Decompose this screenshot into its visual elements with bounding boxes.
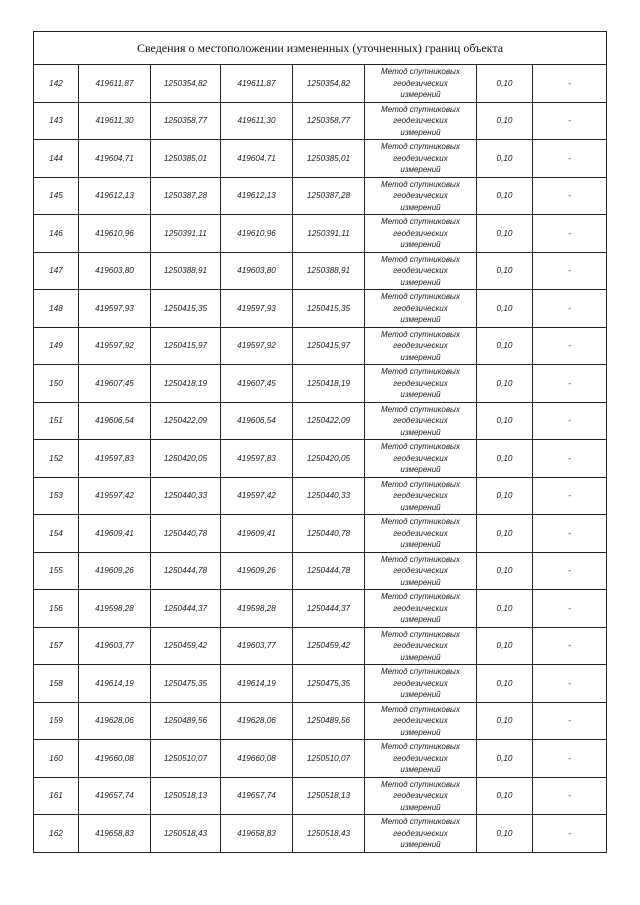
- new-x-cell: 419604,71: [221, 140, 293, 178]
- table-title: Сведения о местоположении измененных (уточненных) границ объекта: [34, 32, 607, 65]
- new-x-cell: 419614,19: [221, 665, 293, 703]
- method-line: измерений: [400, 540, 441, 549]
- method-line: геодезических: [393, 791, 448, 800]
- new-x-cell: 419660,08: [221, 740, 293, 778]
- new-y-cell: 1250422,09: [293, 402, 365, 440]
- note-cell: -: [533, 140, 607, 178]
- table-row: [34, 252, 607, 290]
- existing-x-cell: 419598,28: [79, 590, 151, 628]
- new-y-cell: 1250489,56: [293, 702, 365, 740]
- accuracy-cell: 0,10: [477, 65, 533, 103]
- point-number-cell: 161: [34, 777, 79, 815]
- method-line: измерений: [400, 277, 441, 287]
- new-y-cell: 1250420,05: [293, 440, 365, 478]
- point-number-cell: 145: [34, 177, 79, 215]
- method-line: измерений: [400, 765, 441, 774]
- existing-y-cell: 1250415,35: [151, 290, 221, 328]
- table-row: [34, 140, 607, 178]
- point-number-cell: 151: [34, 402, 79, 440]
- method-line: Метод спутниковых: [381, 179, 460, 189]
- note-cell: -: [533, 290, 607, 328]
- method-line: измерений: [400, 240, 441, 249]
- table-body: [34, 65, 607, 853]
- existing-x-cell: 419609,26: [79, 552, 151, 590]
- existing-y-cell: 1250420,05: [151, 440, 221, 478]
- new-x-cell: 419607,45: [221, 365, 293, 403]
- note-cell: -: [533, 665, 607, 703]
- new-y-cell: 1250387,28: [293, 177, 365, 215]
- method-cell: [365, 102, 477, 140]
- note-cell: -: [533, 402, 607, 440]
- note-cell: -: [533, 65, 607, 103]
- existing-y-cell: 1250422,09: [151, 402, 221, 440]
- method-cell: [365, 627, 477, 665]
- accuracy-cell: 0,10: [477, 215, 533, 253]
- method-line: геодезических: [393, 678, 448, 688]
- table-row: [34, 665, 607, 703]
- accuracy-cell: 0,10: [477, 552, 533, 590]
- note-cell: -: [533, 102, 607, 140]
- method-cell: [365, 477, 477, 515]
- method-line: геодезических: [393, 191, 448, 200]
- new-y-cell: 1250415,35: [293, 290, 365, 328]
- point-number-cell: 146: [34, 215, 79, 253]
- method-line: Метод спутниковых: [381, 329, 460, 339]
- new-y-cell: 1250444,37: [293, 590, 365, 628]
- new-y-cell: 1250391,11: [293, 215, 365, 253]
- new-x-cell: 419603,77: [221, 627, 293, 665]
- method-line: Метод спутниковых: [381, 704, 460, 714]
- note-cell: -: [533, 552, 607, 590]
- method-line: измерений: [400, 502, 441, 512]
- accuracy-cell: 0,10: [477, 515, 533, 553]
- new-x-cell: 419612,13: [221, 177, 293, 215]
- existing-x-cell: 419604,71: [79, 140, 151, 178]
- method-line: измерений: [400, 90, 441, 99]
- table-row: [34, 327, 607, 365]
- existing-x-cell: 419628,06: [79, 702, 151, 740]
- existing-y-cell: 1250475,35: [151, 665, 221, 703]
- table-row: [34, 402, 607, 440]
- existing-y-cell: 1250518,43: [151, 815, 221, 853]
- new-y-cell: 1250418,19: [293, 365, 365, 403]
- method-cell: [365, 177, 477, 215]
- existing-y-cell: 1250440,33: [151, 477, 221, 515]
- accuracy-cell: 0,10: [477, 740, 533, 778]
- method-line: измерений: [400, 577, 441, 587]
- method-line: измерений: [400, 315, 441, 324]
- method-cell: [365, 402, 477, 440]
- point-number-cell: 155: [34, 552, 79, 590]
- method-cell: [365, 290, 477, 328]
- new-x-cell: 419658,83: [221, 815, 293, 853]
- new-x-cell: 419628,06: [221, 702, 293, 740]
- existing-y-cell: 1250354,82: [151, 65, 221, 103]
- new-x-cell: 419598,28: [221, 590, 293, 628]
- existing-x-cell: 419611,87: [79, 65, 151, 103]
- accuracy-cell: 0,10: [477, 140, 533, 178]
- new-x-cell: 419597,92: [221, 327, 293, 365]
- existing-y-cell: 1250440,78: [151, 515, 221, 553]
- accuracy-cell: 0,10: [477, 815, 533, 853]
- method-line: Метод спутниковых: [381, 817, 460, 826]
- method-line: геодезических: [393, 78, 448, 88]
- method-line: геодезических: [393, 116, 448, 125]
- table-row: [34, 777, 607, 815]
- new-x-cell: 419610,96: [221, 215, 293, 253]
- method-cell: [365, 515, 477, 553]
- table-row: [34, 102, 607, 140]
- method-line: Метод спутниковых: [381, 104, 460, 114]
- method-line: Метод спутниковых: [381, 742, 460, 751]
- existing-y-cell: 1250444,78: [151, 552, 221, 590]
- point-number-cell: 160: [34, 740, 79, 778]
- existing-y-cell: 1250388,91: [151, 252, 221, 290]
- method-line: измерений: [400, 165, 441, 174]
- table-row: [34, 702, 607, 740]
- point-number-cell: 159: [34, 702, 79, 740]
- existing-y-cell: 1250510,07: [151, 740, 221, 778]
- accuracy-cell: 0,10: [477, 627, 533, 665]
- method-line: Метод спутниковых: [381, 404, 460, 414]
- method-line: Метод спутниковых: [381, 629, 460, 639]
- method-line: Метод спутниковых: [381, 67, 460, 76]
- note-cell: -: [533, 515, 607, 553]
- existing-x-cell: 419657,74: [79, 777, 151, 815]
- note-cell: -: [533, 215, 607, 253]
- method-cell: [365, 252, 477, 290]
- existing-x-cell: 419603,77: [79, 627, 151, 665]
- note-cell: -: [533, 702, 607, 740]
- new-x-cell: 419609,41: [221, 515, 293, 553]
- method-cell: [365, 65, 477, 103]
- boundary-table-sheet: [33, 31, 606, 853]
- existing-y-cell: 1250418,19: [151, 365, 221, 403]
- method-line: геодезических: [393, 303, 448, 313]
- point-number-cell: 154: [34, 515, 79, 553]
- method-line: измерений: [400, 202, 441, 212]
- point-number-cell: 153: [34, 477, 79, 515]
- method-line: Метод спутниковых: [381, 479, 460, 489]
- table-row: [34, 477, 607, 515]
- new-y-cell: 1250444,78: [293, 552, 365, 590]
- point-number-cell: 156: [34, 590, 79, 628]
- accuracy-cell: 0,10: [477, 365, 533, 403]
- existing-y-cell: 1250459,42: [151, 627, 221, 665]
- point-number-cell: 144: [34, 140, 79, 178]
- method-cell: [365, 665, 477, 703]
- method-line: Метод спутниковых: [381, 442, 460, 451]
- point-number-cell: 157: [34, 627, 79, 665]
- method-line: Метод спутниковых: [381, 367, 460, 376]
- method-line: измерений: [400, 615, 441, 624]
- new-y-cell: 1250440,78: [293, 515, 365, 553]
- accuracy-cell: 0,10: [477, 402, 533, 440]
- new-x-cell: 419597,83: [221, 440, 293, 478]
- method-line: измерений: [400, 840, 441, 849]
- method-line: геодезических: [393, 603, 448, 613]
- existing-y-cell: 1250444,37: [151, 590, 221, 628]
- method-line: геодезических: [393, 566, 448, 575]
- method-line: измерений: [400, 427, 441, 437]
- new-y-cell: 1250358,77: [293, 102, 365, 140]
- note-cell: -: [533, 365, 607, 403]
- existing-y-cell: 1250391,11: [151, 215, 221, 253]
- method-line: геодезических: [393, 528, 448, 538]
- method-line: геодезических: [393, 378, 448, 388]
- new-y-cell: 1250510,07: [293, 740, 365, 778]
- point-number-cell: 150: [34, 365, 79, 403]
- new-y-cell: 1250518,43: [293, 815, 365, 853]
- note-cell: -: [533, 777, 607, 815]
- point-number-cell: 143: [34, 102, 79, 140]
- new-x-cell: 419603,80: [221, 252, 293, 290]
- new-y-cell: 1250518,13: [293, 777, 365, 815]
- table-row: [34, 515, 607, 553]
- accuracy-cell: 0,10: [477, 477, 533, 515]
- method-cell: [365, 327, 477, 365]
- method-cell: [365, 590, 477, 628]
- existing-x-cell: 419614,19: [79, 665, 151, 703]
- method-line: геодезических: [393, 228, 448, 238]
- accuracy-cell: 0,10: [477, 177, 533, 215]
- existing-x-cell: 419612,13: [79, 177, 151, 215]
- method-line: геодезических: [393, 266, 448, 275]
- method-line: измерений: [400, 727, 441, 737]
- accuracy-cell: 0,10: [477, 102, 533, 140]
- table-row: [34, 65, 607, 103]
- table-row: [34, 740, 607, 778]
- method-line: Метод спутниковых: [381, 667, 460, 676]
- accuracy-cell: 0,10: [477, 440, 533, 478]
- existing-x-cell: 419609,41: [79, 515, 151, 553]
- note-cell: -: [533, 590, 607, 628]
- table-row: [34, 215, 607, 253]
- accuracy-cell: 0,10: [477, 590, 533, 628]
- method-cell: [365, 215, 477, 253]
- method-line: геодезических: [393, 641, 448, 650]
- new-y-cell: 1250475,35: [293, 665, 365, 703]
- point-number-cell: 148: [34, 290, 79, 328]
- method-cell: [365, 140, 477, 178]
- method-line: Метод спутниковых: [381, 554, 460, 564]
- point-number-cell: 158: [34, 665, 79, 703]
- method-line: Метод спутниковых: [381, 142, 460, 151]
- point-number-cell: 149: [34, 327, 79, 365]
- existing-y-cell: 1250385,01: [151, 140, 221, 178]
- new-y-cell: 1250459,42: [293, 627, 365, 665]
- new-x-cell: 419606,54: [221, 402, 293, 440]
- existing-x-cell: 419607,45: [79, 365, 151, 403]
- new-y-cell: 1250415,97: [293, 327, 365, 365]
- new-x-cell: 419611,87: [221, 65, 293, 103]
- existing-x-cell: 419660,08: [79, 740, 151, 778]
- existing-y-cell: 1250358,77: [151, 102, 221, 140]
- accuracy-cell: 0,10: [477, 702, 533, 740]
- method-line: геодезических: [393, 153, 448, 163]
- existing-x-cell: 419658,83: [79, 815, 151, 853]
- new-x-cell: 419611,30: [221, 102, 293, 140]
- note-cell: -: [533, 740, 607, 778]
- note-cell: -: [533, 327, 607, 365]
- existing-x-cell: 419597,42: [79, 477, 151, 515]
- method-line: геодезических: [393, 341, 448, 350]
- existing-x-cell: 419611,30: [79, 102, 151, 140]
- new-y-cell: 1250385,01: [293, 140, 365, 178]
- accuracy-cell: 0,10: [477, 777, 533, 815]
- new-x-cell: 419597,93: [221, 290, 293, 328]
- existing-x-cell: 419597,83: [79, 440, 151, 478]
- method-line: геодезических: [393, 828, 448, 838]
- point-number-cell: 152: [34, 440, 79, 478]
- accuracy-cell: 0,10: [477, 252, 533, 290]
- table-row: [34, 627, 607, 665]
- note-cell: -: [533, 627, 607, 665]
- note-cell: -: [533, 815, 607, 853]
- existing-x-cell: 419597,93: [79, 290, 151, 328]
- point-number-cell: 142: [34, 65, 79, 103]
- method-cell: [365, 440, 477, 478]
- new-x-cell: 419597,42: [221, 477, 293, 515]
- method-line: Метод спутниковых: [381, 779, 460, 789]
- existing-x-cell: 419597,92: [79, 327, 151, 365]
- method-line: измерений: [400, 802, 441, 812]
- accuracy-cell: 0,10: [477, 327, 533, 365]
- new-x-cell: 419657,74: [221, 777, 293, 815]
- method-line: измерений: [400, 652, 441, 662]
- method-line: геодезических: [393, 491, 448, 500]
- table-row: [34, 552, 607, 590]
- new-x-cell: 419609,26: [221, 552, 293, 590]
- method-line: измерений: [400, 465, 441, 474]
- table-row: [34, 815, 607, 853]
- existing-x-cell: 419610,96: [79, 215, 151, 253]
- new-y-cell: 1250440,33: [293, 477, 365, 515]
- method-line: Метод спутниковых: [381, 592, 460, 601]
- existing-y-cell: 1250415,97: [151, 327, 221, 365]
- note-cell: -: [533, 477, 607, 515]
- method-cell: [365, 552, 477, 590]
- existing-y-cell: 1250518,13: [151, 777, 221, 815]
- method-line: Метод спутниковых: [381, 292, 460, 301]
- point-number-cell: 147: [34, 252, 79, 290]
- method-cell: [365, 777, 477, 815]
- method-line: измерений: [400, 127, 441, 137]
- method-line: геодезических: [393, 453, 448, 463]
- accuracy-cell: 0,10: [477, 290, 533, 328]
- accuracy-cell: 0,10: [477, 665, 533, 703]
- method-cell: [365, 815, 477, 853]
- table-row: [34, 365, 607, 403]
- method-line: Метод спутниковых: [381, 217, 460, 226]
- method-line: измерений: [400, 352, 441, 362]
- table-row: [34, 290, 607, 328]
- table-row: [34, 440, 607, 478]
- point-number-cell: 162: [34, 815, 79, 853]
- existing-y-cell: 1250387,28: [151, 177, 221, 215]
- note-cell: -: [533, 440, 607, 478]
- method-cell: [365, 702, 477, 740]
- method-line: геодезических: [393, 416, 448, 425]
- method-cell: [365, 740, 477, 778]
- note-cell: -: [533, 252, 607, 290]
- method-line: геодезических: [393, 753, 448, 763]
- table-row: [34, 177, 607, 215]
- method-line: измерений: [400, 390, 441, 399]
- new-y-cell: 1250354,82: [293, 65, 365, 103]
- method-line: геодезических: [393, 716, 448, 725]
- method-line: измерений: [400, 690, 441, 699]
- method-line: Метод спутниковых: [381, 517, 460, 526]
- method-line: Метод спутниковых: [381, 254, 460, 264]
- note-cell: -: [533, 177, 607, 215]
- existing-x-cell: 419603,80: [79, 252, 151, 290]
- table-row: [34, 590, 607, 628]
- boundary-coordinates-table: [33, 31, 607, 853]
- method-cell: [365, 365, 477, 403]
- new-y-cell: 1250388,91: [293, 252, 365, 290]
- existing-x-cell: 419606,54: [79, 402, 151, 440]
- existing-y-cell: 1250489,56: [151, 702, 221, 740]
